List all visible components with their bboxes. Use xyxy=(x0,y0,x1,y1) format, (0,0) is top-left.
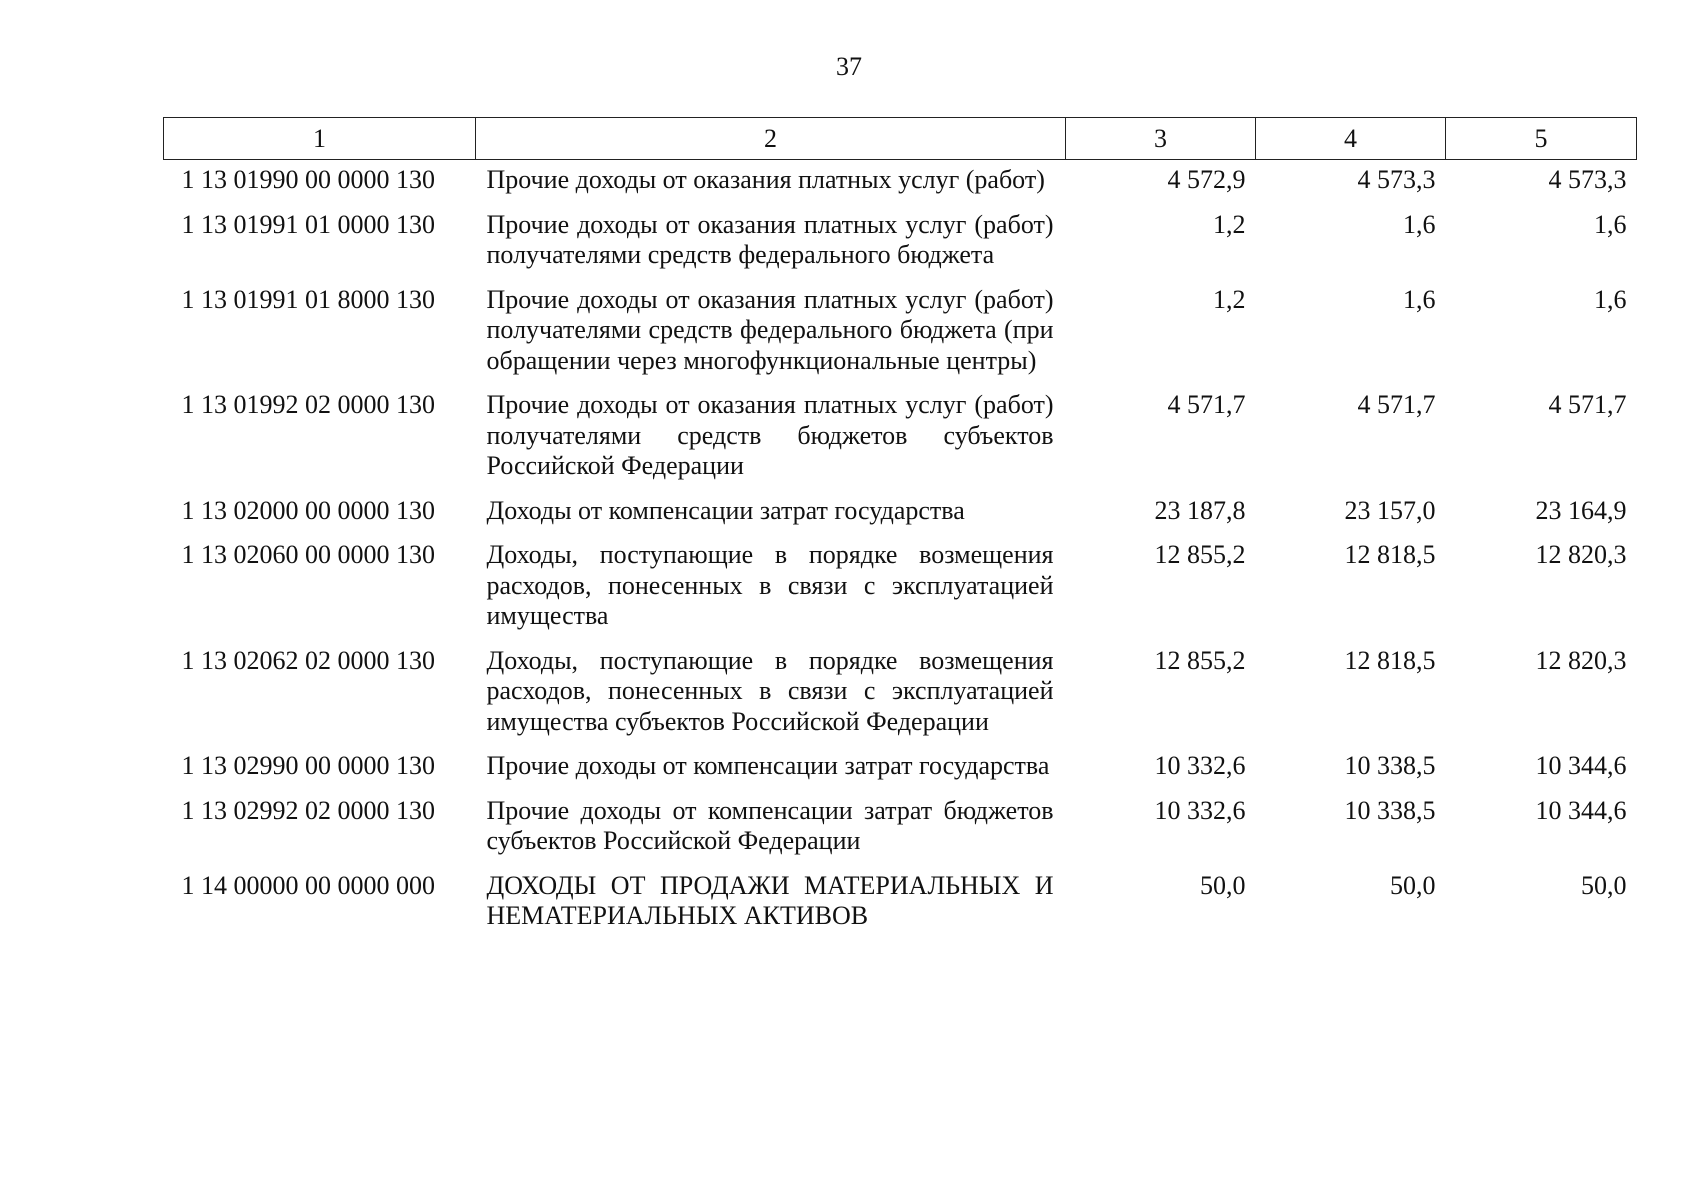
value-col-5: 1,6 xyxy=(1594,209,1627,239)
table-row xyxy=(164,277,1637,383)
table-row xyxy=(164,788,1637,863)
budget-code: 1 13 01990 00 0000 130 xyxy=(181,165,435,194)
revenue-name: Доходы, поступающие в порядке возмещения расходов, понесенных в связи с эксплуатацией имущества субъектов Российской Федерации xyxy=(486,645,1054,736)
value-col-5: 12 820,3 xyxy=(1535,540,1627,569)
value-col-5: 4 573,3 xyxy=(1548,165,1627,194)
value-col-4: 12 818,5 xyxy=(1344,645,1436,675)
value-col-5: 10 344,6 xyxy=(1535,795,1627,825)
budget-code: 1 13 01992 02 0000 130 xyxy=(181,390,435,419)
value-col-4: 4 571,7 xyxy=(1357,390,1436,419)
budget-code: 1 13 02062 02 0000 130 xyxy=(181,645,435,675)
value-col-5: 12 820,3 xyxy=(1535,645,1627,675)
table-row xyxy=(164,532,1637,638)
value-col-4: 1,6 xyxy=(1403,209,1436,239)
revenue-name: Прочие доходы от компенсации затрат государства xyxy=(486,751,1050,780)
value-col-3: 50,0 xyxy=(1200,870,1246,900)
revenue-name: Прочие доходы от оказания платных услуг (работ) получателями средств бюджетов субъектов Российской Федерации xyxy=(486,390,1054,480)
budget-code: 1 13 02060 00 0000 130 xyxy=(181,540,435,569)
revenue-name: Доходы от компенсации затрат государства xyxy=(486,495,965,525)
table-row xyxy=(164,743,1637,788)
budget-code: 1 13 02992 02 0000 130 xyxy=(181,795,435,825)
revenue-table-container xyxy=(163,117,1636,938)
value-col-4: 12 818,5 xyxy=(1344,540,1436,569)
value-col-4: 10 338,5 xyxy=(1344,751,1436,780)
table-header xyxy=(164,118,1637,160)
value-col-3: 12 855,2 xyxy=(1154,540,1246,569)
revenue-name: ДОХОДЫ ОТ ПРОДАЖИ МАТЕРИАЛЬНЫХ И НЕМАТЕРИАЛЬНЫХ АКТИВОВ xyxy=(486,870,1054,930)
value-col-4: 4 573,3 xyxy=(1357,165,1436,194)
budget-code: 1 13 02000 00 0000 130 xyxy=(181,495,435,525)
header-col-2: 2 xyxy=(476,118,1066,160)
header-col-4: 4 xyxy=(1256,118,1446,160)
table-row xyxy=(164,382,1637,488)
table-row xyxy=(164,638,1637,744)
budget-code: 1 13 01991 01 0000 130 xyxy=(181,209,435,239)
value-col-3: 10 332,6 xyxy=(1154,751,1246,780)
value-col-4: 23 157,0 xyxy=(1344,495,1436,525)
value-col-5: 10 344,6 xyxy=(1535,751,1627,780)
value-col-5: 23 164,9 xyxy=(1535,495,1627,525)
value-col-5: 4 571,7 xyxy=(1548,390,1627,419)
budget-code: 1 13 01991 01 8000 130 xyxy=(181,284,435,314)
table-row xyxy=(164,863,1637,938)
revenue-name: Доходы, поступающие в порядке возмещения расходов, понесенных в связи с эксплуатацией имущества xyxy=(486,540,1054,630)
revenue-table xyxy=(163,117,1637,938)
table-row xyxy=(164,160,1637,202)
table-row xyxy=(164,202,1637,277)
header-col-1: 1 xyxy=(164,118,476,160)
value-col-3: 1,2 xyxy=(1213,209,1246,239)
revenue-name: Прочие доходы от оказания платных услуг (работ) получателями средств федерального бюджета (при обращении через многофункциональные центры) xyxy=(486,284,1054,375)
table-row xyxy=(164,488,1637,533)
revenue-name: Прочие доходы от компенсации затрат бюджетов субъектов Российской Федерации xyxy=(486,795,1054,855)
value-col-3: 4 571,7 xyxy=(1167,390,1246,419)
value-col-3: 23 187,8 xyxy=(1154,495,1246,525)
value-col-4: 50,0 xyxy=(1390,870,1436,900)
page-number: 37 xyxy=(836,52,862,81)
value-col-3: 4 572,9 xyxy=(1167,165,1246,194)
revenue-name: Прочие доходы от оказания платных услуг (работ) получателями средств федерального бюджета xyxy=(486,209,1054,269)
value-col-5: 1,6 xyxy=(1594,284,1627,314)
revenue-name: Прочие доходы от оказания платных услуг (работ) xyxy=(486,165,1045,194)
budget-code: 1 13 02990 00 0000 130 xyxy=(181,751,435,780)
header-row xyxy=(164,118,1637,160)
value-col-4: 10 338,5 xyxy=(1344,795,1436,825)
budget-code: 1 14 00000 00 0000 000 xyxy=(181,870,435,900)
table-body xyxy=(164,160,1637,938)
value-col-5: 50,0 xyxy=(1581,870,1627,900)
header-col-5: 5 xyxy=(1446,118,1637,160)
value-col-3: 1,2 xyxy=(1213,284,1246,314)
value-col-4: 1,6 xyxy=(1403,284,1436,314)
value-col-3: 12 855,2 xyxy=(1154,645,1246,675)
header-col-3: 3 xyxy=(1066,118,1256,160)
value-col-3: 10 332,6 xyxy=(1154,795,1246,825)
